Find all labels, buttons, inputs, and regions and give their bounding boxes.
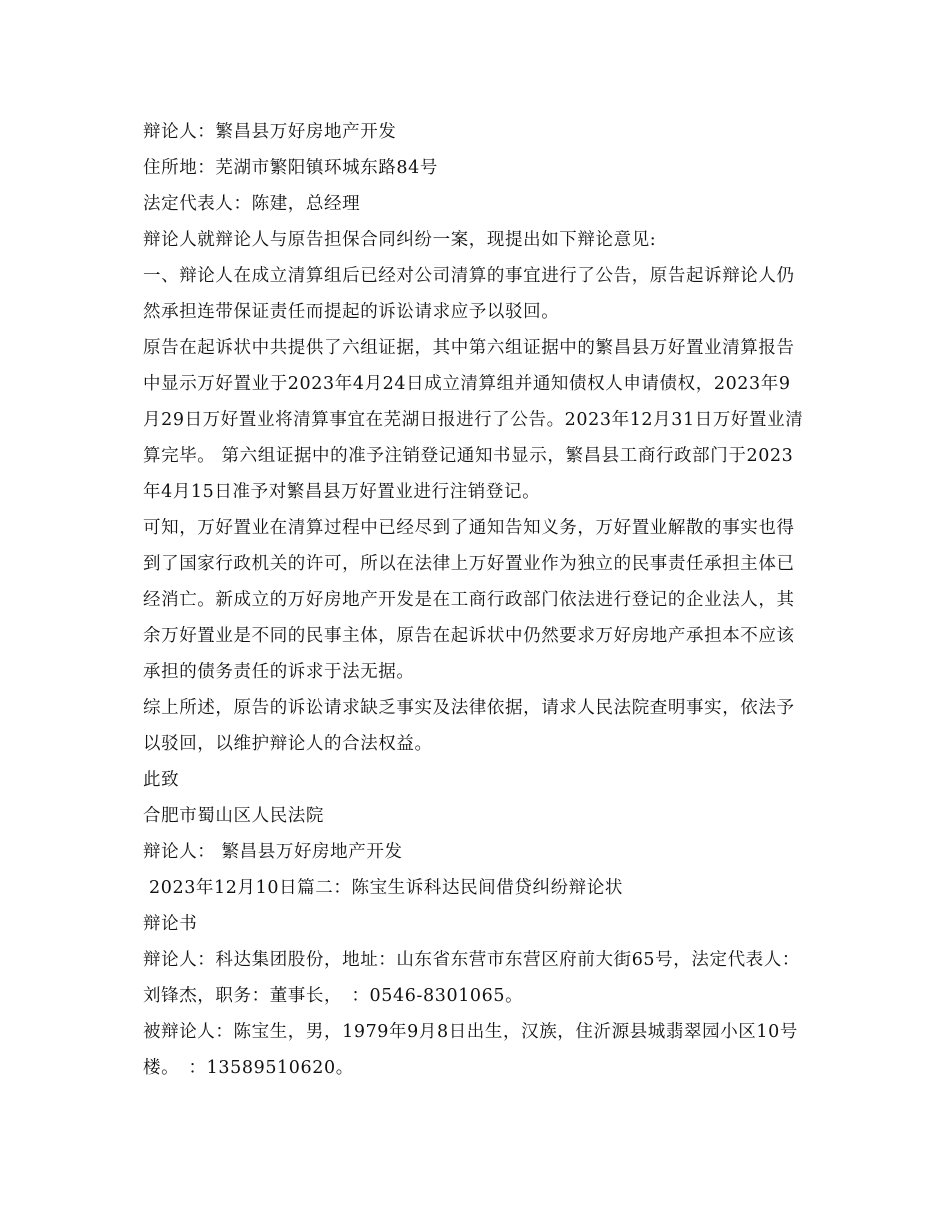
argument-one-paragraph: 一、辩论人在成立清算组后已经对公司清算的事宜进行了公告，原告起诉辩论人仍然承担连带保证责任而提起的诉讼请求应予以驳回。: [143, 266, 795, 322]
court-name-line: 合肥市蜀山区人民法院: [143, 806, 324, 826]
evidence-paragraph: 原告在起诉状中共提供了六组证据，其中第六组证据中的繁昌县万好置业清算报告中显示万好置业于2023年4月24日成立清算组并通知债权人申请债权，2023年9月29日万好置业将清算事宜在芜湖日报进行了公告。2023年12月31日万好置业清算完毕。 第六组证据中的准予注销登记通知书显示，繁昌县工商行政部门于2023年4月15日准予对繁昌县万好置业进行注销登记。: [143, 338, 804, 502]
respondent-line: 辩论人：繁昌县万好房地产开发: [143, 122, 397, 142]
legal-representative-line: 法定代表人：陈建，总经理: [143, 194, 361, 214]
signature-line: 辩论人： 繁昌县万好房地产开发: [143, 842, 403, 862]
opposing-party-paragraph: 被辩论人：陈宝生，男，1979年9月8日出生，汉族，住沂源县城翡翠园小区10号楼。 ：13589510620。: [143, 1022, 798, 1078]
intro-paragraph: 辩论人就辩论人与原告担保合同纠纷一案，现提出如下辩论意见:: [143, 230, 657, 250]
analysis-paragraph: 可知，万好置业在清算过程中已经尽到了通知告知义务，万好置业解散的事实也得到了国家行政机关的许可，所以在法律上万好置业作为独立的民事责任承担主体已经消亡。新成立的万好房地产开发是在工商行政部门依法进行登记的企业法人，其余万好置业是不同的民事主体，原告在起诉状中仍然要求万好房地产承担本不应该承担的债务责任的诉求于法无据。: [143, 518, 795, 682]
address-line: 住所地：芜湖市繁阳镇环城东路84号: [143, 158, 438, 178]
conclusion-paragraph: 综上所述，原告的诉讼请求缺乏事实及法律依据，请求人民法院查明事实，依法予以驳回，以维护辩论人的合法权益。: [143, 698, 795, 754]
salutation-line: 此致: [143, 770, 180, 790]
second-respondent-paragraph: 辩论人：科达集团股份，地址：山东省东营市东营区府前大街65号，法定代表人：刘锋杰，职务：董事长， ：0546-8301065。: [143, 950, 800, 1006]
document-body: [143, 114, 805, 1086]
date-and-section-title-line: 2023年12月10日篇二：陈宝生诉科达民间借贷纠纷辩论状: [149, 878, 623, 898]
section-heading: 辩论书: [143, 914, 198, 934]
